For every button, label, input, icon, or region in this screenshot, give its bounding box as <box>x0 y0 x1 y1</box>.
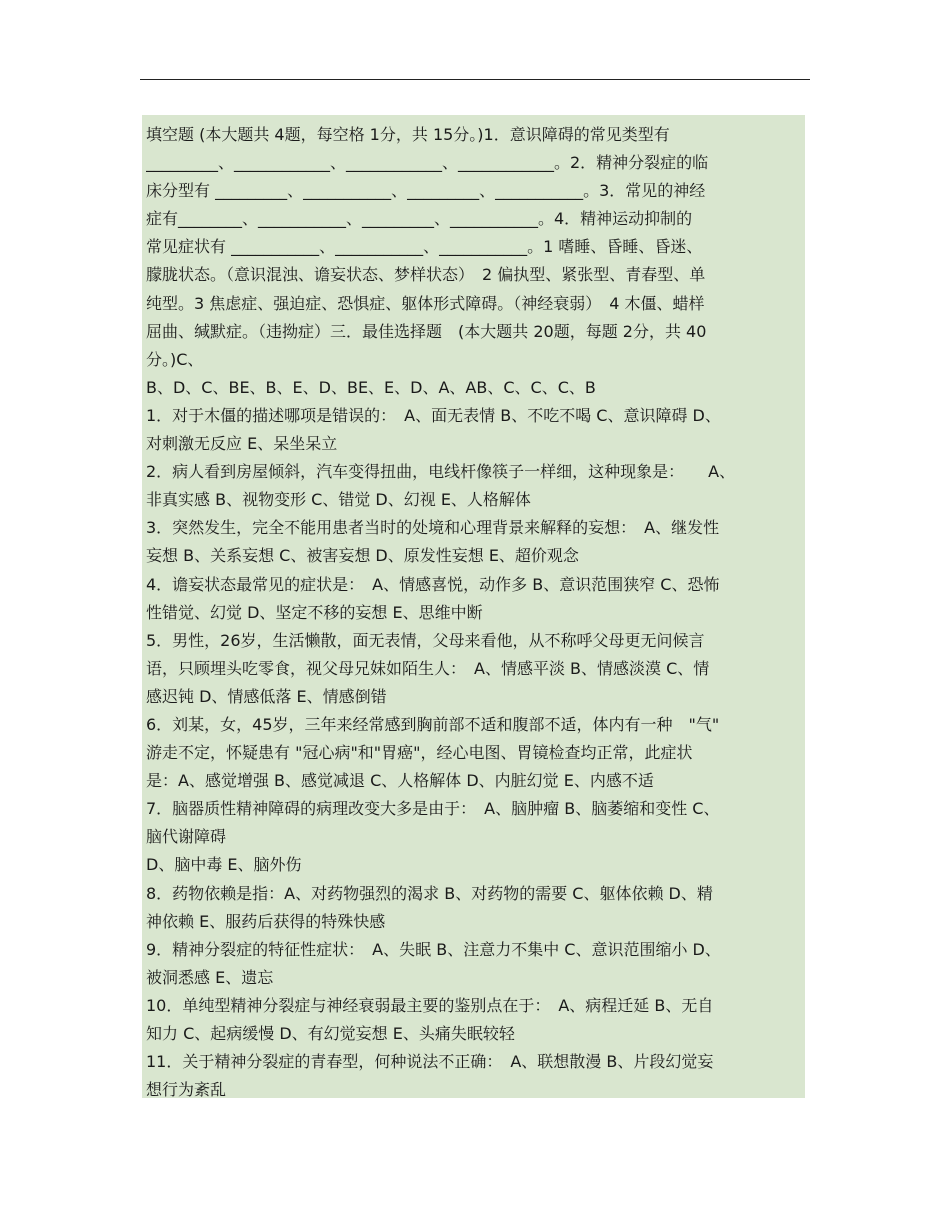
question-line: 是：A、感觉增强 B、感觉减退 C、人格解体 D、内脏幻觉 E、内感不适 <box>146 771 654 791</box>
question-line: D、脑中毒 E、脑外伤 <box>146 855 302 875</box>
text-line: 分。)C、 <box>146 349 204 369</box>
question-line: 脑代谢障碍 <box>146 827 227 847</box>
question-line: 神依赖 E、服药后获得的特殊快感 <box>146 911 386 931</box>
document-text-block <box>142 115 805 1098</box>
question-line: 7．脑器质性精神障碍的病理改变大多是由于： A、脑肿瘤 B、脑萎缩和变性 C、 <box>146 799 720 819</box>
question-line: 2．病人看到房屋倾斜，汽车变得扭曲，电线杆像筷子一样细，这种现象是： A、 <box>146 462 736 482</box>
text-line: 纯型。3 焦虑症、强迫症、恐惧症、躯体形式障碍。（神经衰弱） 4 木僵、蜡样 <box>146 293 705 313</box>
question-line: 10．单纯型精神分裂症与神经衰弱最主要的鉴别点在于： A、病程迁延 B、无自 <box>146 995 714 1015</box>
question-line: 4．谵妄状态最常见的症状是： A、情感喜悦，动作多 B、意识范围狭窄 C、恐怖 <box>146 574 720 594</box>
text-line: 填空题 (本大题共 4题，每空格 1分，共 15分。)1．意识障碍的常见类型有 <box>146 125 670 144</box>
text-line: _________、____________、____________、____________。2．精神分裂症的临 <box>146 153 709 173</box>
question-line: 想行为紊乱 <box>146 1080 227 1098</box>
question-line: 5．男性，26岁，生活懒散，面无表情，父母来看他，从不称呼父母更无问候言 <box>146 630 705 650</box>
question-line: 6．刘某，女，45岁，三年来经常感到胸前部不适和腹部不适，体内有一种 "气" <box>146 714 720 734</box>
question-line: 11．关于精神分裂症的青春型，何种说法不正确： A、联想散漫 B、片段幻觉妄 <box>146 1052 714 1072</box>
text-line: 屈曲、缄默症。（违拗症）三．最佳选择题 (本大题共 20题，每题 2分，共 40 <box>146 321 707 341</box>
question-line: 妄想 B、关系妄想 C、被害妄想 D、原发性妄想 E、超价观念 <box>146 546 579 566</box>
text-line: 朦胧状态。（意识混浊、谵妄状态、梦样状态） 2 偏执型、紧张型、青春型、单 <box>146 265 706 285</box>
question-line: 被洞悉感 E、遗忘 <box>146 967 274 987</box>
text-line: 症有________、___________、_________、___________。4．精神运动抑制的 <box>146 209 693 229</box>
text-line: 常见症状有 ___________、___________、___________。1 嗜睡、昏睡、昏迷、 <box>146 237 703 257</box>
question-line: 性错觉、幻觉 D、坚定不移的妄想 E、思维中断 <box>146 602 483 622</box>
header-rule <box>140 79 810 80</box>
question-line: 游走不定，怀疑患有 "冠心病"和"胃癌"，经心电图、胃镜检查均正常，此症状 <box>146 743 693 763</box>
question-line: 9．精神分裂症的特征性症状： A、失眠 B、注意力不集中 C、意识范围缩小 D、 <box>146 939 721 959</box>
question-line: 1．对于木僵的描述哪项是错误的： A、面无表情 B、不吃不喝 C、意识障碍 D、 <box>146 405 721 425</box>
question-line: 对刺激无反应 E、呆坐呆立 <box>146 434 338 454</box>
question-line: 3．突然发生，完全不能用患者当时的处境和心理背景来解释的妄想： A、继发性 <box>146 518 720 538</box>
question-line: 8．药物依赖是指：A、对药物强烈的渴求 B、对药物的需要 C、躯体依赖 D、精 <box>146 883 713 903</box>
question-line: 非真实感 B、视物变形 C、错觉 D、幻视 E、人格解体 <box>146 490 531 510</box>
question-line: 语，只顾埋头吃零食，视父母兄妹如陌生人： A、情感平淡 B、情感淡漠 C、情 <box>146 658 710 678</box>
question-line: 知力 C、起病缓慢 D、有幻觉妄想 E、头痛失眠较轻 <box>146 1024 515 1043</box>
text-line: 床分型有 _________、___________、_________、___________。3．常见的神经 <box>146 181 706 201</box>
answer-key-line: B、D、C、BE、B、E、D、BE、E、D、A、AB、C、C、C、B <box>146 377 596 397</box>
question-line: 感迟钝 D、情感低落 E、情感倒错 <box>146 686 387 706</box>
